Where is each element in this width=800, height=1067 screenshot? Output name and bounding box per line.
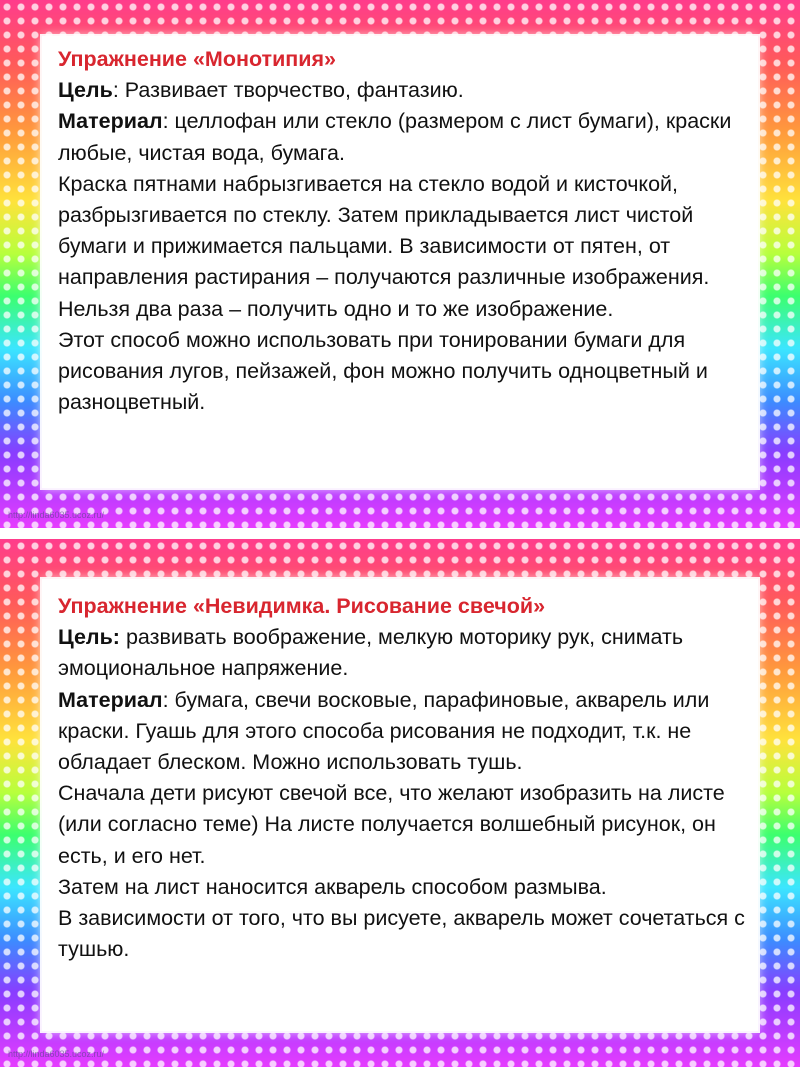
slide-text [58,591,758,965]
body-paragraph: В зависимости от того, что вы рисуете, акварель может сочетаться с тушью. [58,906,745,962]
goal-text: развивать воображение, мелкую моторику рук, снимать эмоциональное напряжение. [58,625,684,681]
body-paragraph: Сначала дети рисуют свечой все, что желают изобразить на листе (или согласно теме) На листе получается волшебный рисунок, он есть, и его нет. [58,781,725,868]
goal-line [58,622,758,684]
body-paragraph: Краска пятнами набрызгивается на стекло водой и кисточкой, разбрызгивается по стеклу. Затем прикладывается лист чистой бумаги и прижимается пальцами. В зависимости от пятен, от направления растирания – получаются различные изображения. [58,171,710,290]
slide-divider [0,528,800,539]
body-paragraph: Этот способ можно использовать при тонировании бумаги для рисования лугов, пейзажей, фон можно получить одноцветный и разноцветный. [58,327,708,415]
goal-label: Цель: [58,625,120,650]
slide-candle-drawing [0,539,800,1067]
material-line [58,685,758,779]
slide-text [58,44,758,418]
goal-line [58,75,758,106]
watermark: http://linda6035.ucoz.ru/ [8,510,105,520]
goal-text: : Развивает творчество, фантазию. [112,78,464,103]
material-label: Материал [58,109,163,134]
material-text: : целлофан или стекло (размером с лист бумаги), краски любые, чистая вода, бумага. [58,109,732,165]
watermark: http://linda6035.ucoz.ru/ [8,1049,105,1059]
material-text: : бумага, свечи восковые, парафиновые, акварель или краски. Гуашь для этого способа рисования не подходит, т.к. не обладает блеском. Можно использовать тушь. [58,687,710,775]
exercise-title: Упражнение «Невидимка. Рисование свечой» [58,594,546,618]
goal-label: Цель [58,78,113,103]
material-label: Материал [58,687,163,712]
material-line [58,106,758,168]
exercise-title: Упражнение «Монотипия» [58,47,336,71]
body-paragraph: Затем на лист наносится акварель способом размыва. [58,874,607,899]
slide-monotype [0,0,800,528]
body-paragraph: Нельзя два раза – получить одно и то же изображение. [58,296,614,321]
